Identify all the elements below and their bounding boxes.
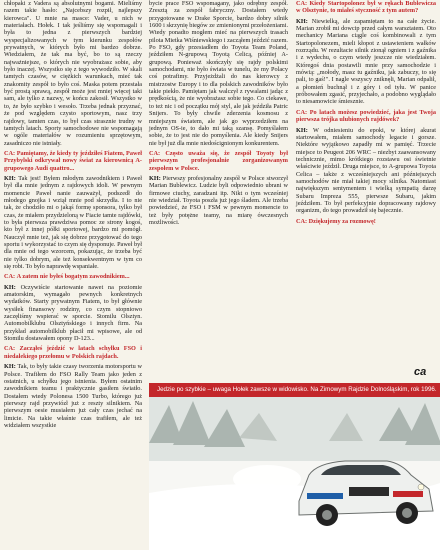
answer-text: Tak jest! Byłem młodym zawodnikiem i Paweł był dla mnie jednym z rajdowych idoli. W pewnym momencie Paweł nanie zauważył, podszedł do młodego gnojka i wziął mnie pod skrzydła. I to nie tak, że chodziło mi o jakąś formę sponsora, tylko był czas, że miałem przydzieloną w Fiacie tamte rajdówki, to była pierwsza prawdziwa pomoc ze strony kogoś, kto był z innej półki sportowej, bardzo mi pomógł. Nauczył mnie też, jak się dobrze przygotować do tego sportu i wykorzystać to czym się dysponuje. Paweł był dla mnie od tego wzorcem, pokazując, że trzeba być nie tylko dobrym, ale też konsekwentnym w tym co się robi. To było naprawdę wspaniałe. (4, 174, 142, 271)
magazine-logo: ca (414, 366, 427, 378)
text-column-right (296, 0, 436, 228)
interviewer-label: CA: (296, 217, 308, 225)
rally-photo (149, 383, 440, 550)
question-text: Dziękujemy za rozmowę! (308, 217, 376, 225)
interviewee-label: KH: (296, 126, 308, 134)
question (296, 0, 436, 15)
question (4, 150, 142, 172)
rally-car-illustration (149, 383, 440, 550)
question-text: Często uważa się, że zespół Toyoty był pierwszym profesjonalnie zorganizowanym zespołem w Polsce. (149, 149, 288, 172)
interviewer-label: CA: (296, 108, 308, 116)
interviewee-label: KH: (296, 17, 308, 25)
interviewer-label: CA: (296, 0, 308, 7)
question-text: Pamiętamy, że kiedy ty jeździłeś Fiatem, Paweł Przybylski odkrywał nowy świat za kierownicą A-grupowego Audi quattro... (4, 149, 143, 172)
interviewer-label: CA: (4, 149, 16, 157)
interviewer-label: CA: (4, 273, 16, 281)
answer (149, 175, 288, 226)
text-column-left (4, 0, 142, 432)
question (4, 273, 142, 280)
interviewee-label: KH: (4, 174, 16, 182)
photo-caption: Jedzie po szybkie – uwaga Hołek zawsze w widowisko. Na Zimowym Rajdzie Dolnośląskim, rok 1996. (149, 383, 440, 397)
answer-text: Niewielką, ale zapamiętam to na całe życie. Marian zrobił mi dowcip przed całym warsztatem. Oto mechanicy Mariana ciągle coś kombinowali z tym Startopolonezem, mieli kłopot z ustawieniem wałków rozrządu. W rezultacie silnik zionął ogniem i z gaźnika i z wydechu, o czym wtedy jeszcze nie wiedziałem. Któregoś dnia postawili mnie przy samochodzie i mówią: „mołody, masz tu gaźniku, jak zabuczy, to się pali, to gaś!". I nagle wszyscy zniknęli, Marian odpalił, a płomień buchnął i z góry i od tyłu. W panice próbowałem zgasić, przyjechało, a podobno wyglądało to niesamowicie śmiesznie. (296, 17, 436, 106)
question-text: A zatem nie byłeś bogatym zawodnikiem... (16, 273, 130, 281)
answer-text: Oczywiście startowanie nawet na poziomie amatorskim, wymagało pewnych konkretnych wydatków. Starty prywatnym Fiatem, to był głównie wysiłek finansowy rodziny, co czym stopniowo zaczęliśmy wspierać w sporcie. Stomilu Olsztyn. Automobilklubu Olsztyńskiego i innych firm. Na przykład automobilklub płacił mi wpisowe, ale od Stomilu dostawałem opony D-123... (4, 283, 142, 343)
question-text: Po latach możesz powiedzieć, jaka jest Twoja pierwsza trójka ulubionych rajdówek? (296, 108, 437, 124)
answer-text: W odniesieniu do epoki, w której akurat startowałem, miałem samochody legacie i gorsze. Niektóre wyjątkowo zapadły mi w pamięć. Trzecie miejsce to Peugeot 206 WRC – niezbyt zaawansowany technicznie, mimo krótkiego rozstawu osi świetnie właściwie jeździł. Druga miejsce, to A-grupowa Toyota Celica – także z wcześniejszych ani późniejszych samochodów nie miał takiej mocy silnika. Natomiast największym sentymentem i wielką sympatią darzę Subaru Impreza 555, pierwsze Subaru, jakim jeździłem. To był perfekcyjnie dopracowany rajdowy organizm, do tego prowadził się bajecznie. (296, 126, 436, 215)
answer-text: Pierwszy profesjonalny zespół w Polsce stworzył Marian Bublewicz. Ludzie byli odpowiednio ubrani w firmowe ciuchy, zaradzani itp. Nikt o tym wcześniej nie wiedział. Toyota poszła już jego śladem. Ale trzeba powiedzieć, że FSO i FSM w pewnym momencie to też były potężne teamy, na miarę ówczesnych możliwości. (149, 174, 288, 226)
interviewer-label: CA: (4, 345, 16, 353)
question (296, 218, 436, 225)
text-column-middle (149, 0, 288, 229)
paragraph: chłopaki z Vadera są absolutnymi bogami. Mieliśmy razem takie hasło: „Najcebszy rozpił, najlepszy kierowca". U mnie na masce: Vader, u nich w materiałach. Hołek. I tak jeśliśmy się wspomagali i była to jedna z pierwszych bardziej wyspecjalizowanych w tym kierunku zespołów prywatnych, w których było mi bardzo dobrze. Wiedziałem, że tak ma być, bo to są rzeczy najważniejsze, o których nie wyobrażasz sobie, aby było inaczej. Wszystko się z tego wywodziło. W skali tamtych czasów, w ciężkich warunkach, mieć tak znakomity zespół to było coś. Maska potem przestała być prostą sprawą, zespół może jest mniej więcej taki sam, ale tylko z nazwy, w końcu zakosił. Wszystko w to, że było szybko i wesoło. Trzeba jednak przyznać, że pod względem czysto sportowym, nasz trzy rajdowy, tamten czas, to był czas strasznie trudny w tamtych latach. Sporty samochodowe nie wspomagają w ogóle materiałów w rozumieniu sprzętowym, zasadniczo nie istniały. (4, 0, 142, 147)
question (4, 345, 142, 360)
question (149, 150, 288, 172)
answer (4, 175, 142, 270)
interviewee-label: KH: (4, 283, 16, 291)
answer (4, 284, 142, 343)
interviewee-label: KH: (4, 363, 16, 371)
interviewer-label: CA: (149, 149, 161, 157)
answer (296, 127, 436, 215)
answer-text: Tak, to były takie czasy tworzenia motorsportu w Polsce. Trafiłem do FSO Rally Team jako jeden z ostatnich, u schyłku jego istnienia. Byłem ostatnim zawodnikiem teamu i praktycznie gasiłem światło. Dostałem wtedy Polonesa 1500 Turbo, którego już pierwszy rajd przywiózł już z reszty silnikiem. Na pierwszym oesie musiałem już cały czas jechać na limicie. Na takie właśnie czas trafiłem, ale też widziałem wszystkie (4, 363, 142, 429)
question-text: Zacząłeś jeździć w latach schyłku FSO i niedalekiego przełomu w Polskich rajdach. (4, 345, 142, 360)
answer (296, 18, 436, 106)
question (296, 109, 436, 124)
answer (4, 363, 142, 429)
question-text: Kiedy Startopolonez był w rękach Bublewicza w Olsztynie, to miałeś styczność z tym autem? (296, 0, 436, 15)
interviewee-label: KH: (149, 174, 161, 182)
paragraph: bycie prace FSO wspomagany, jako odrębny zespół. Zresztą za zespół fabryczny. Dostałem wtedy przygotowane w Drake Sporcie, bardzo dobry silnik 1600 i skrzynię biegów ze zmienionymi przełożeniami. Wtedy ponadto mogłem mieć na pierwszych trasach pilota Mietka Wiśniewskiego i zacząłem jeździć razem. Po FSO, gdy przesiadłem do Toyota Team Poland, jeździłem N-grupową Toyotą Celicą, później A-grupową. Ponieważ skończyły się rajdy polskimi samochodami, nie było świata w tunelu, że my Polacy coś potrafimy. Przyjeżdżali do nas kierowcy z mistrzostw Europy i to dla polskich zawodników było takie piekło. Pamiętam jak walczył z rywalami jadąc z prędkością, że nie wyobrażasz sobie tego. Co ciekawe, to też nic i od początku mój styl, ale jak jeździła Patric Snijers. To były chwile zderzenia kosmosu z mniejszym światem, ale jak go wyprzedziłem na jednym OS-ie, to dało mi taką szansę. Pomyślałem sobie, że to jest nie do pomyślenia. Ale kiedy Snijers nie był już dla mnie niedoścignionym konkurentem. (149, 0, 288, 147)
